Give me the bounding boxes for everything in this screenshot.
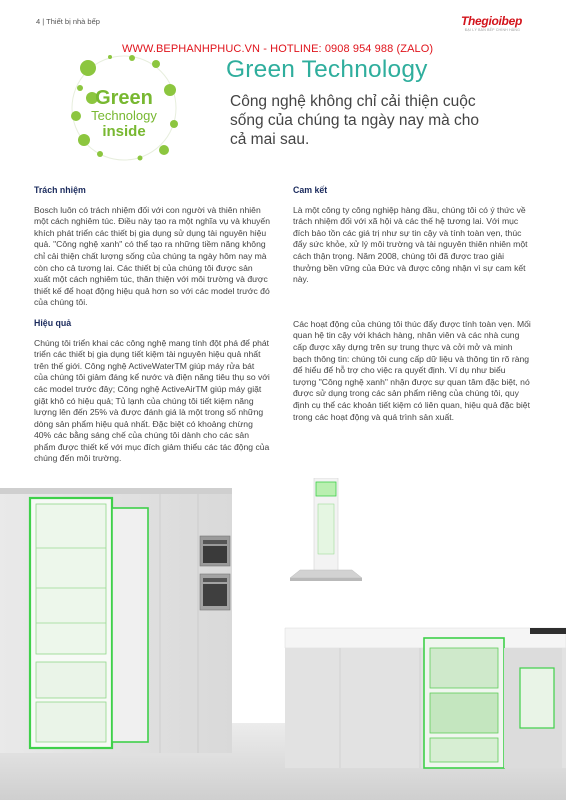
range-hood-icon (290, 478, 362, 581)
dishwasher-icon (424, 638, 562, 768)
body-trach-nhiem: Bosch luôn có trách nhiệm đối với con người và thiên nhiên một cách nghiêm túc. Điều này tạo ra một nghĩa vụ và khuyến khích phát triển các thiết bị gia dụng sử dụng tài nguyên hiệu quả. "Công nghệ xanh" có thể tạo ra những tiềm năng không chỉ cải thiện chất lượng sống của chúng ta ngày hôm nay mà còn cho cả tương lai. Các thiết bị của chúng tôi được sản xuất một cách nghiêm túc, thân thiện với môi trường và được thiết kế để hoạt động hiệu quả hơn so với các model trước đó của chúng tôi. (34, 204, 270, 308)
brand-tagline: ĐẠI LÝ BÁN BẾP CHÍNH HÃNG (464, 28, 520, 32)
hotline-banner[interactable]: WWW.BEPHANHPHUC.VN - HOTLINE: 0908 954 988 (ZALO) (122, 43, 434, 55)
heading-trach-nhiem: Trách nhiệm (34, 185, 86, 195)
body-cam-ket-2: Các hoạt động của chúng tôi thúc đẩy được tính toàn vẹn. Mối quan hệ tin cậy với khách hàng, nhân viên và các nhà cung cấp được xây dựng trên sự trung thực và cởi mở và minh bạch thông tin: chúng tôi cung cấp dữ liệu và thông tin rõ ràng để hiểu để hỗ trợ cho việc ra quyết định. Ví dụ như biểu tượng "Công nghệ xanh" nhận được sự quan tâm đặc biệt, nó được sử dụng trong các sản phẩm riêng của chúng tôi, quy định cụ thể các khoản tiết kiệm có liên quan, hiệu quả đặc biệt trong các hoạt động và quá trình sản xuất. (293, 318, 531, 422)
body-hieu-qua: Chúng tôi triển khai các công nghệ mang tính đột phá để phát triển các thiết bị gia dụng tiết kiệm tài nguyên hiệu quả nhất trên thế giới. Công nghệ ActiveWaterTM giúp máy rửa bát của chúng tôi giảm đáng kể nước và điện năng tiêu thụ so với các model trước đây; Công nghệ ActiveAirTM giúp máy giặt giặt khô có hiệu quả; Tủ lạnh của chúng tôi tiết kiệm năng lượng lên đến 25% và được đánh giá là một trong số những dòng sản phẩm hiệu quả nhất. Đặc biệt có khoảng chừng 40% các bằng sáng chế của chúng tôi dành cho các sản phẩm được thiết kế với mục đích giảm thiểu các tác động của chúng đến môi trường. (34, 337, 270, 464)
badge-line3: inside (102, 123, 146, 140)
badge-line2: Technology (91, 108, 157, 123)
brand-logo[interactable]: Thegioibep (461, 14, 522, 28)
right-column (293, 185, 531, 423)
heading-hieu-qua: Hiệu quả (34, 317, 72, 328)
badge-line1: Green (95, 87, 153, 109)
hero-title: Green Technology (226, 56, 428, 83)
heading-cam-ket: Cam kết (293, 185, 328, 195)
body-cam-ket-1: Là một công ty công nghiệp hàng đầu, chúng tôi có ý thức về trách nhiệm đối với xã hội và các thế hệ tương lai. Với mục đích bảo tồn các giá trị như sự tin cậy và tính toàn vẹn, thúc đẩy sức khỏe, xử lý môi trường và tài nguyên thiên nhiên một cách thận trọng. Năm 2008, chúng tôi đã được trao giải thưởng bền vững của Đức và được công nhận vì sự cam kết này. (293, 204, 528, 285)
kitchen-scene-image (0, 478, 566, 800)
green-technology-badge-icon (70, 54, 178, 162)
left-column (34, 185, 270, 465)
page-number: 4 | Thiết bị nhà bếp (36, 17, 100, 26)
fridge-icon (30, 498, 148, 748)
hero-subtitle: Công nghệ không chỉ cải thiện cuộc sống của chúng ta ngày nay mà cho cả mai sau. (230, 93, 480, 148)
page-header (0, 0, 566, 40)
